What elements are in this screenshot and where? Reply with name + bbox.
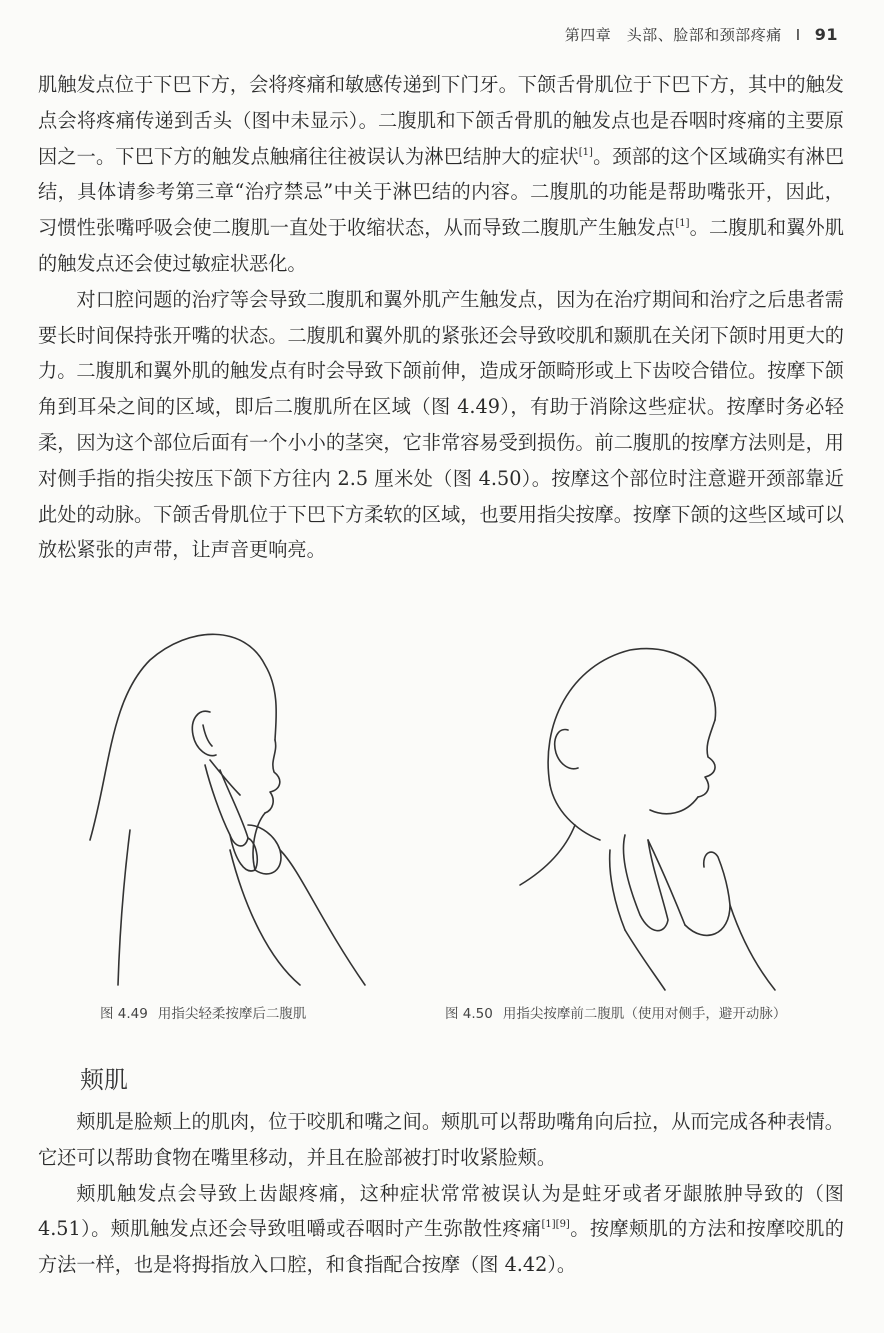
paragraph-3: 颊肌是脸颊上的肌肉，位于咬肌和嘴之间。颊肌可以帮助嘴角向后拉，从而完成各种表情。它还可以帮助食物在嘴里移动，并且在脸部被打时收紧脸颊。 xyxy=(38,1110,844,1169)
chapter-title: 第四章 头部、脸部和颈部疼痛 xyxy=(564,26,782,44)
paragraph-2: 对口腔问题的治疗等会导致二腹肌和翼外肌产生触发点，因为在治疗期间和治疗之后患者需要长时间保持张开嘴的状态。二腹肌和翼外肌的紧张还会导致咬肌和颞肌在关闭下颌时用更大的力。二腹肌和翼外肌的触发点有时会导致下颌前伸，造成牙颌畸形或上下齿咬合错位。按摩下颌角到耳朵之间的区域，即后二腹肌所在区域（图 4.49），有助于消除这些症状。按摩时务必轻柔，因为这个部位后面有一个小小的茎突，它非常容易受到损伤。前二腹肌的按摩方法则是，用对侧手指的指尖按压下颌下方往内 2.5 厘米处（图 4.50）。按摩这个部位时注意避开颈部靠近此处的动脉。下颌舌骨肌位于下巴下方柔软的区域，也要用指尖按摩。按摩下颌的这些区域可以放松紧张的声带，让声音更响亮。 xyxy=(38,287,844,562)
figure-number: 图 4.50 xyxy=(445,1006,493,1022)
caption-text: 用指尖按摩前二腹肌（使用对侧手，避开动脉） xyxy=(502,1006,787,1022)
body-text-bottom xyxy=(38,1104,844,1283)
paragraph-4 xyxy=(38,1176,844,1283)
paragraph-1 xyxy=(38,67,844,282)
header-separator: I xyxy=(795,26,801,44)
citation-ref: [1] xyxy=(578,146,593,158)
paragraph-text: 。二腹肌和翼外肌的触发点还会使过敏症状恶化。 xyxy=(38,216,845,275)
figure-area xyxy=(60,620,840,1000)
figure-caption-4-50 xyxy=(445,1002,786,1022)
paragraph-text: 肌触发点位于下巴下方，会将疼痛和敏感传递到下门牙。下颌舌骨肌位于下巴下方，其中的触发点会将疼痛传递到舌头（图中未显示）。二腹肌和下颌舌骨肌的触发点也是吞咽时疼痛的主要原因之一。下巴下方的触发点触痛往往被误认为淋巴结肿大的症状 xyxy=(38,73,844,168)
body-text-top xyxy=(38,67,844,568)
paragraph-text: 。颈部的这个区域确实有淋巴结，具体请参考第三章“治疗禁忌”中关于淋巴结的内容。二腹肌的功能是帮助嘴张开，因此，习惯性张嘴呼吸会使二腹肌一直处于收缩状态，从而导致二腹肌产生触发点 xyxy=(38,144,845,240)
running-head xyxy=(565,24,838,45)
illustration-fig-4-50 xyxy=(490,635,810,995)
page-number: 91 xyxy=(814,25,838,44)
figure-caption-4-49 xyxy=(100,1002,306,1022)
citation-ref: [1] xyxy=(675,218,690,230)
caption-text: 用指尖轻柔按摩后二腹肌 xyxy=(157,1006,307,1022)
section-heading: 颊肌 xyxy=(80,1066,128,1094)
figure-number: 图 4.49 xyxy=(100,1006,148,1022)
paragraph-text: 。按摩颊肌的方法和按摩咬肌的方法一样，也是将拇指放入口腔，和食指配合按摩（图 4.42）。 xyxy=(38,1217,844,1277)
paragraph-text: 颊肌触发点会导致上齿龈疼痛，这种症状常常被误认为是蛀牙或者牙龈脓肿导致的（图 4.51）。颊肌触发点还会导致咀嚼或吞咽时产生弥散性疼痛 xyxy=(38,1181,844,1241)
citation-ref: [1][9] xyxy=(541,1219,570,1231)
illustration-fig-4-49 xyxy=(70,620,370,990)
